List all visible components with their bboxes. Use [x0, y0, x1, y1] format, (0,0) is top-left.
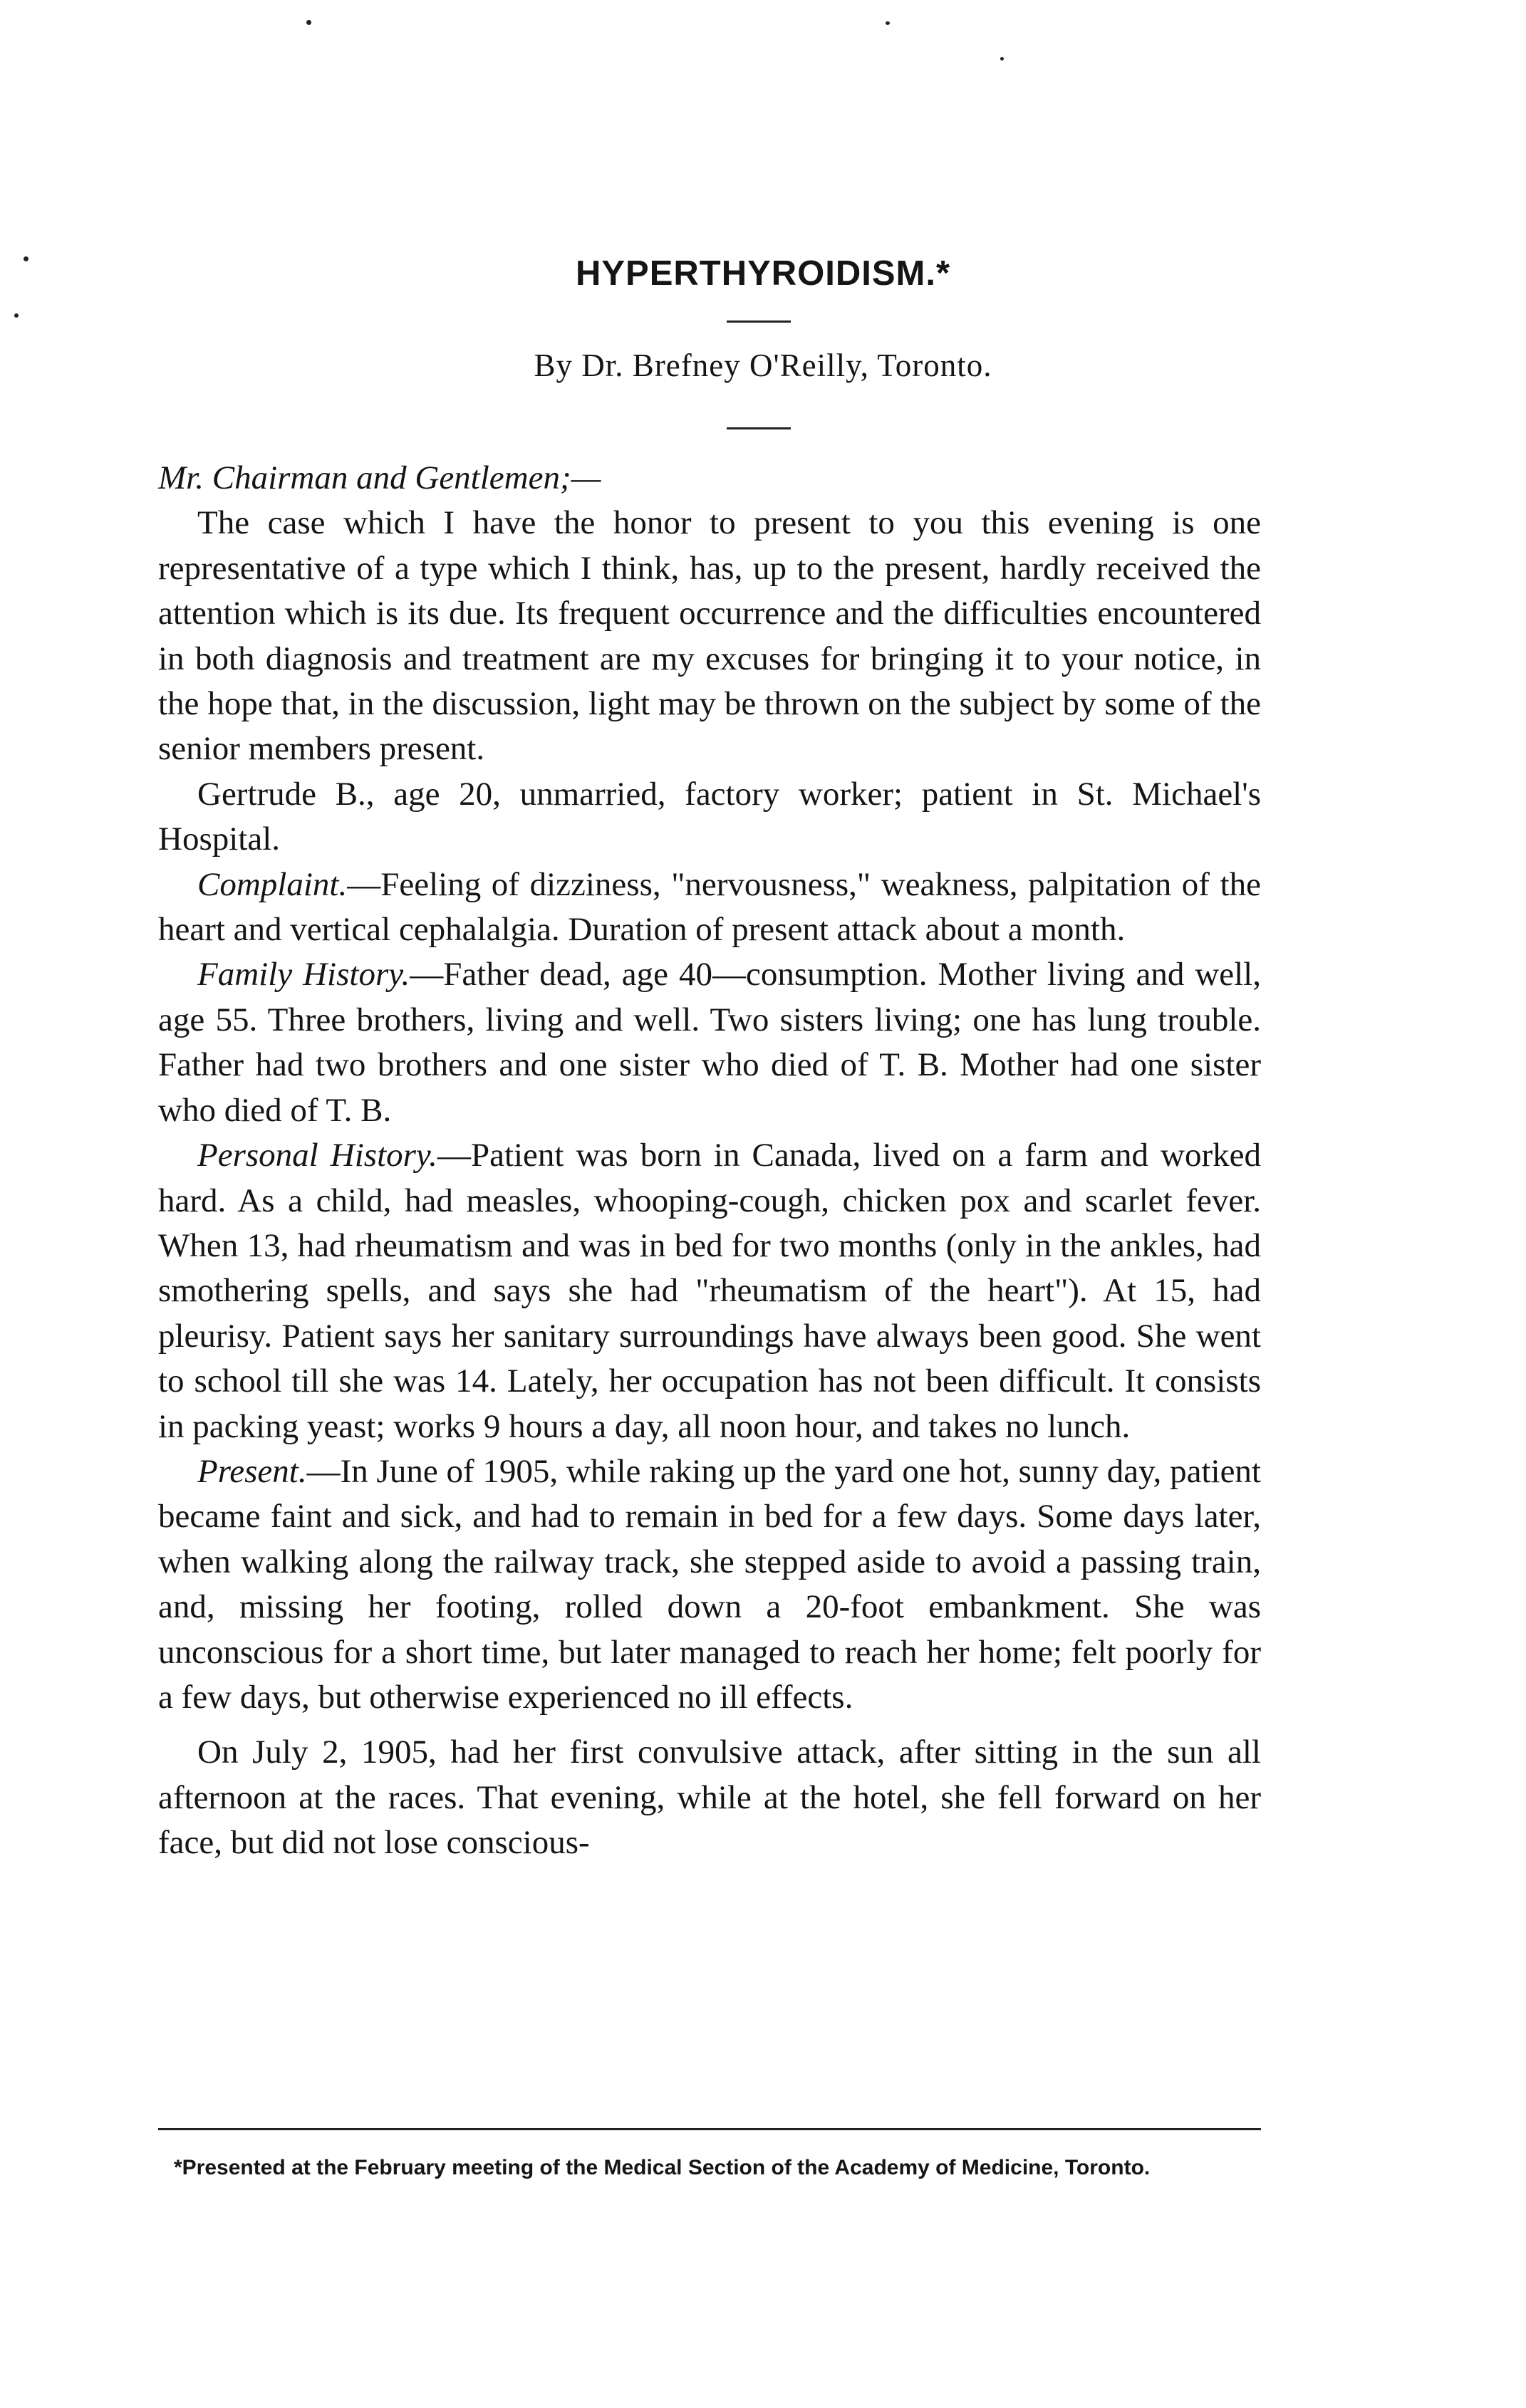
- byline-divider: [727, 427, 791, 429]
- article-title: HYPERTHYROIDISM.*: [575, 254, 951, 293]
- salutation: Mr. Chairman and Gentlemen;—: [158, 459, 601, 496]
- paragraph-complaint: [158, 862, 1261, 953]
- scan-speck: [886, 21, 890, 25]
- author-byline: By Dr. Brefney O'Reilly, Toronto.: [534, 348, 992, 383]
- paragraph-text: —Patient was born in Canada, lived on a farm and worked hard. As a child, had measles, whooping-cough, chicken pox and scarlet fever. When 13, had rheumatism and was in bed for two months (only in the ankles, had smothering spells, and says she had "rheumatism of the heart"). At 15, had pleurisy. Patient says her sanitary surroundings have always been good. She went to school till she was 14. Lately, her occupation has not been difficult. It consists in packing yeast; works 9 hours a day, all noon hour, and takes no lunch.: [158, 1137, 1261, 1445]
- article-body: [158, 456, 1261, 1866]
- paragraph-first-attack: [158, 1730, 1261, 1865]
- paragraph-text: Gertrude B., age 20, unmarried, factory worker; patient in St. Michael's Hospital.: [158, 775, 1261, 858]
- paragraph-text: —In June of 1905, while raking up the yard one hot, sunny day, patient became faint and sick, and had to remain in bed for a few days. Some days later, when walking along the railway track, she stepped aside to avoid a passing train, and, missing her footing, rolled down a 20-foot embankment. She was unconscious for a short time, but later managed to reach her home; felt poorly for a few days, but otherwise experienced no ill effects.: [158, 1452, 1261, 1716]
- section-heading: Family History.: [197, 956, 410, 994]
- paragraph-present: [158, 1449, 1261, 1720]
- footnote-divider: [158, 2128, 1261, 2130]
- section-heading: Personal History.: [197, 1137, 437, 1174]
- paragraph-text: —Feeling of dizziness, "nervousness," weakness, palpitation of the heart and vertical cephalalgia. Duration of present attack about a month.: [158, 865, 1261, 949]
- paragraph-text: The case which I have the honor to present to you this evening is one representative of a type which I think, has, up to the present, hardly received the attention which is its due. Its frequent occurrence and the difficulties encountered in both diagnosis and treatment are my excuses for bringing it to your notice, in the hope that, in the discussion, light may be thrown on the subject by some of the senior members present.: [158, 504, 1261, 768]
- section-heading: Complaint.: [197, 865, 348, 903]
- title-divider: [727, 320, 791, 323]
- paragraph-patient: [158, 772, 1261, 862]
- paragraph-text: —Father dead, age 40—consumption. Mother living and well, age 55. Three brothers, living and well. Two sisters living; one has lung trouble. Father had two brothers and one sister who died of T. B. Mother had one sister who died of T. B.: [158, 956, 1261, 1129]
- scan-speck: [306, 20, 311, 25]
- paragraph-family-history: [158, 952, 1261, 1133]
- scan-speck: [14, 313, 19, 318]
- paragraph-introduction: [158, 501, 1261, 771]
- section-heading: Present.: [197, 1452, 307, 1490]
- paragraph-personal-history: [158, 1133, 1261, 1449]
- paragraph-text: On July 2, 1905, had her first convulsive attack, after sitting in the sun all afternoon at the races. That evening, while at the hotel, she fell forward on her face, but did not lose conscious-: [158, 1734, 1261, 1862]
- footnote: *Presented at the February meeting of the Medical Section of the Academy of Medicine, Toronto.: [174, 2156, 1151, 2179]
- scan-speck: [1000, 57, 1004, 61]
